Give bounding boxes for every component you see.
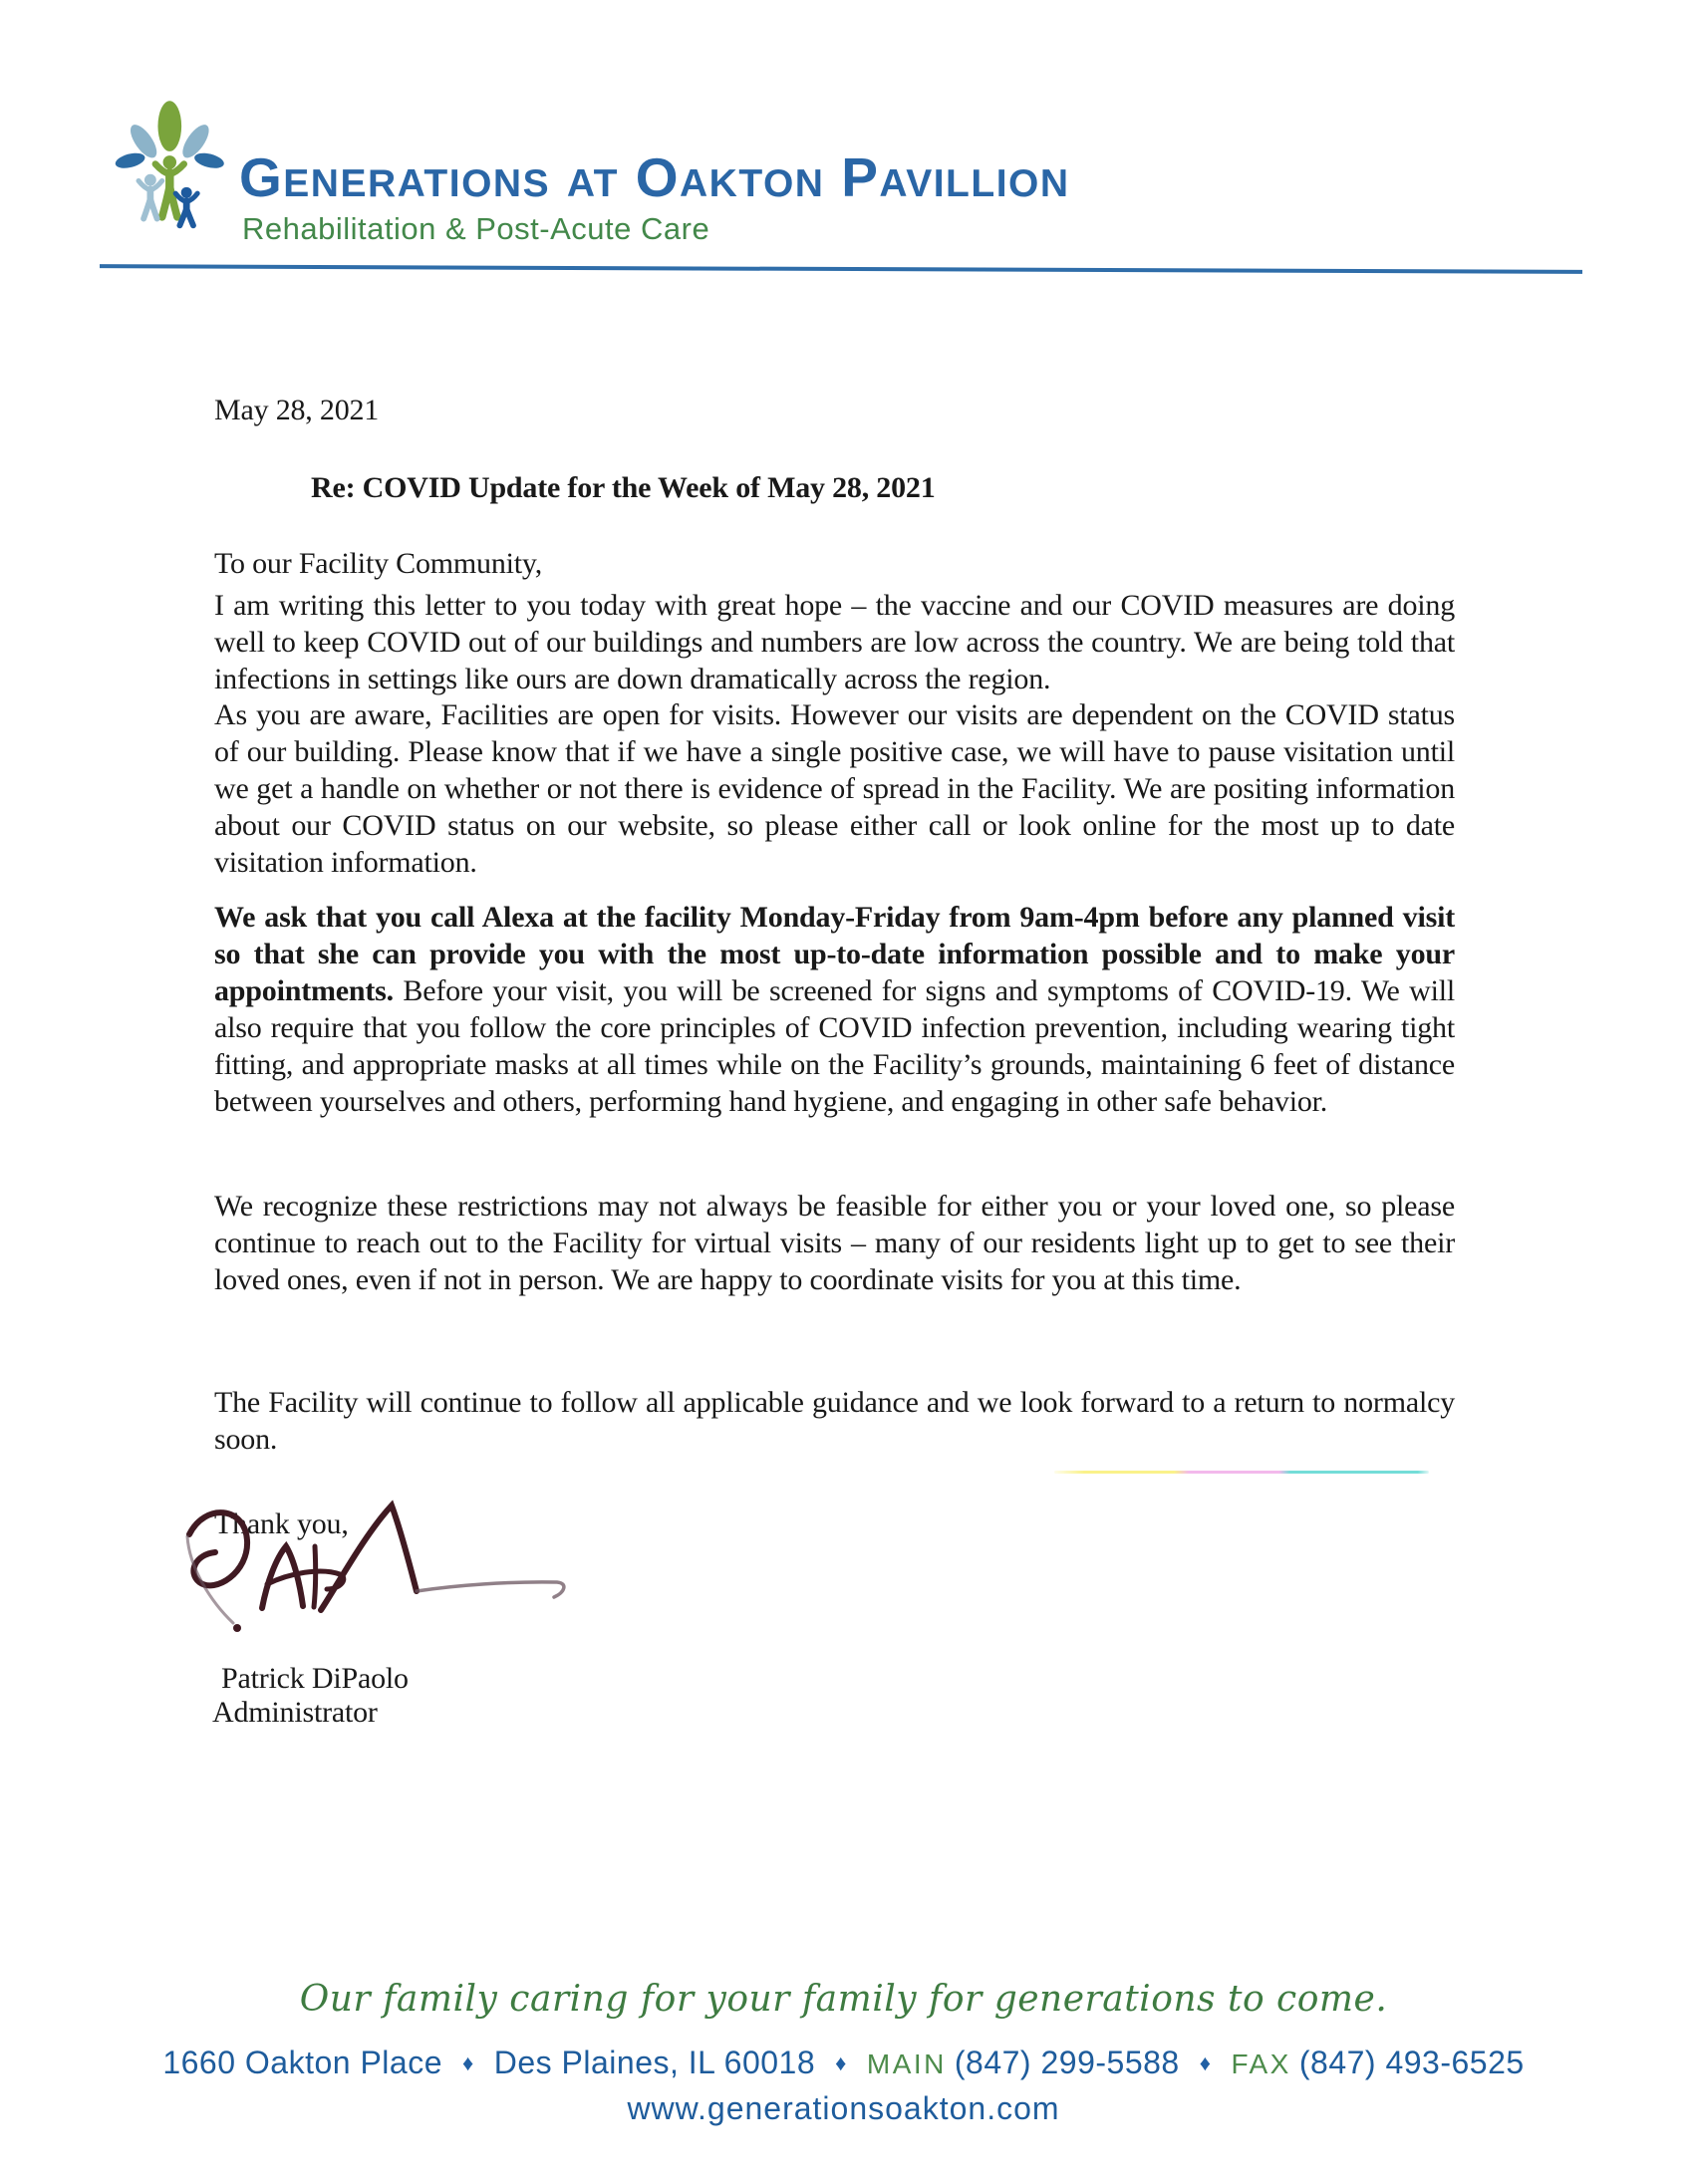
paragraph-5: The Facility will continue to follow all applicable guidance and we look forward to a return to normalcy soon. bbox=[214, 1386, 1455, 1456]
letter-subject: Re: COVID Update for the Week of May 28, 2021 bbox=[311, 471, 936, 504]
logo-leaf-center bbox=[157, 101, 181, 151]
footer-fax-phone: (847) 493-6525 bbox=[1298, 2045, 1525, 2080]
diamond-separator-icon: ♦ bbox=[462, 2050, 474, 2075]
logo-leaf-far-left bbox=[114, 150, 146, 170]
paragraph-3-bold: We ask that you call Alexa at the facility Monday-Friday from 9am-4pm before any planned visit so that she can provide you with the most up-to-date information possible and to make your appointments. bbox=[214, 901, 1455, 1007]
footer-address-line bbox=[0, 2045, 1687, 2081]
logo-figure-left bbox=[139, 174, 162, 219]
org-tagline: Rehabilitation & Post-Acute Care bbox=[242, 211, 710, 246]
logo-leaf-far-right bbox=[193, 150, 226, 170]
scanner-artifact-line bbox=[1054, 1471, 1429, 1474]
signer-name: Patrick DiPaolo bbox=[221, 1662, 409, 1695]
letter-closing: Thank you, bbox=[214, 1507, 349, 1540]
family-tree-logo-icon bbox=[85, 58, 236, 255]
header-divider bbox=[100, 264, 1582, 274]
letter-salutation: To our Facility Community, bbox=[214, 547, 543, 580]
footer-main-phone: (847) 299-5588 bbox=[954, 2045, 1180, 2080]
footer-street: 1660 Oakton Place bbox=[162, 2045, 442, 2080]
letter-date: May 28, 2021 bbox=[214, 394, 380, 426]
footer-tagline: Our family caring for your family for generations to come. bbox=[299, 1979, 1388, 2020]
footer-fax-label: FAX bbox=[1231, 2048, 1291, 2079]
org-name: Generations at Oakton Pavillion bbox=[239, 146, 1070, 208]
paragraph-3-rest: Before your visit, you will be screened for signs and symptoms of COVID-19. We will also require that you follow the core principles of COVID infection prevention, including wearing tight fitting, and appropriate masks at all times while on the Facility’s grounds, maintaining 6 feet of distance between yourselves and others, performing hand hygiene, and engaging in other safe behavior. bbox=[214, 974, 1455, 1118]
footer-website: www.generationsoakton.com bbox=[627, 2090, 1060, 2126]
diamond-separator-icon: ♦ bbox=[1199, 2050, 1212, 2075]
paragraph-1: I am writing this letter to you today with great hope – the vaccine and our COVID measures are doing well to keep COVID out of our buildings and numbers are low across the country. We are being told that infections in settings like ours are down dramatically across the region. bbox=[214, 589, 1455, 695]
paragraph-4: We recognize these restrictions may not always be feasible for either you or your loved one, so please continue to reach out to the Facility for virtual visits – many of our residents light up to get to see their loved ones, even if not in person. We are happy to coordinate visits for you at this time. bbox=[214, 1190, 1455, 1296]
footer-city: Des Plaines, IL 60018 bbox=[493, 2045, 816, 2080]
signer-title: Administrator bbox=[212, 1696, 378, 1729]
footer-main-label: MAIN bbox=[866, 2048, 947, 2079]
diamond-separator-icon: ♦ bbox=[835, 2050, 847, 2075]
paragraph-3 bbox=[214, 899, 1455, 1120]
paragraph-2: As you are aware, Facilities are open for visits. However our visits are dependent on the COVID status of our building. Please know that if we have a single positive case, we will have to pause visitation until we get a handle on whether or not there is evidence of spread in the Facility. We are positing information about our COVID status on our website, so please either call or look online for the most up to date visitation information. bbox=[214, 698, 1455, 879]
